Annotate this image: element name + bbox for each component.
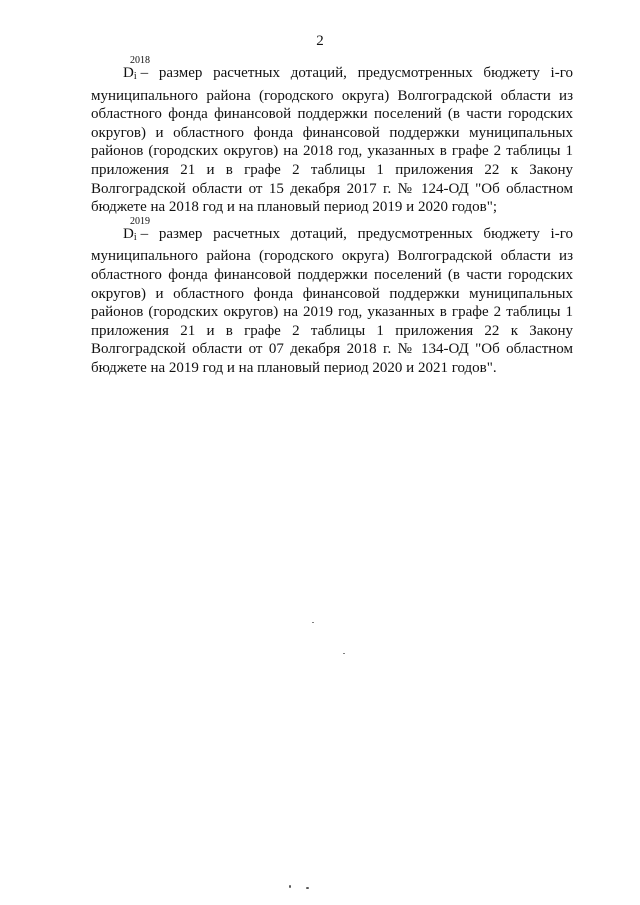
symbol-subscript: i [133, 71, 137, 82]
symbol-letter: D [123, 65, 134, 81]
document-body [91, 55, 573, 382]
definition-dash: – [140, 225, 149, 242]
paragraph-d-2018 [91, 55, 573, 217]
paragraph-text: размер расчетных дотаций, предусмотренных бюджету i-го муниципального района (городского округа) Волгоградской области из областного фонда финансовой поддержки поселений (в части городских округов) и областного фонда финансовой поддержки муниципальных районов (городских округов) на 2019 год, указанных в графе 2 таблицы 1 приложения 21 и в графе 2 таблицы 1 приложения 22 к Закону Волгоградской области от 07 декабря 2018 г. № 134-ОД "Об областном бюджете на 2019 год и на плановый период 2020 и 2021 годов". [91, 225, 573, 376]
symbol-superscript: 2018 [130, 55, 150, 66]
symbol-letter: D [123, 225, 134, 242]
paragraph-d-2019 [91, 215, 573, 378]
scan-speck [289, 885, 291, 888]
formula-symbol-2019 [123, 215, 150, 248]
scan-speck [343, 653, 345, 654]
definition-dash: – [140, 65, 149, 81]
paragraph-text: размер расчетных дотаций, предусмотренных бюджету i-го муниципального района (городского округа) Волгоградской области из областного фонда финансовой поддержки поселений (в части городских округов) и областного фонда финансовой поддержки муниципальных районов (городских округов) на 2018 год, указанных в графе 2 таблицы 1 приложения 21 и в графе 2 таблицы 1 приложения 22 к Закону Волгоградской области от 15 декабря 2017 г. № 124-ОД "Об областном бюджете на 2018 год и на плановый период 2019 и 2020 годов"; [91, 65, 573, 216]
scan-speck [306, 887, 309, 889]
scan-speck [312, 622, 314, 623]
symbol-subscript: i [133, 231, 137, 243]
formula-symbol-2018 [123, 55, 150, 87]
symbol-superscript: 2019 [130, 215, 150, 227]
page-number: 2 [316, 33, 324, 49]
